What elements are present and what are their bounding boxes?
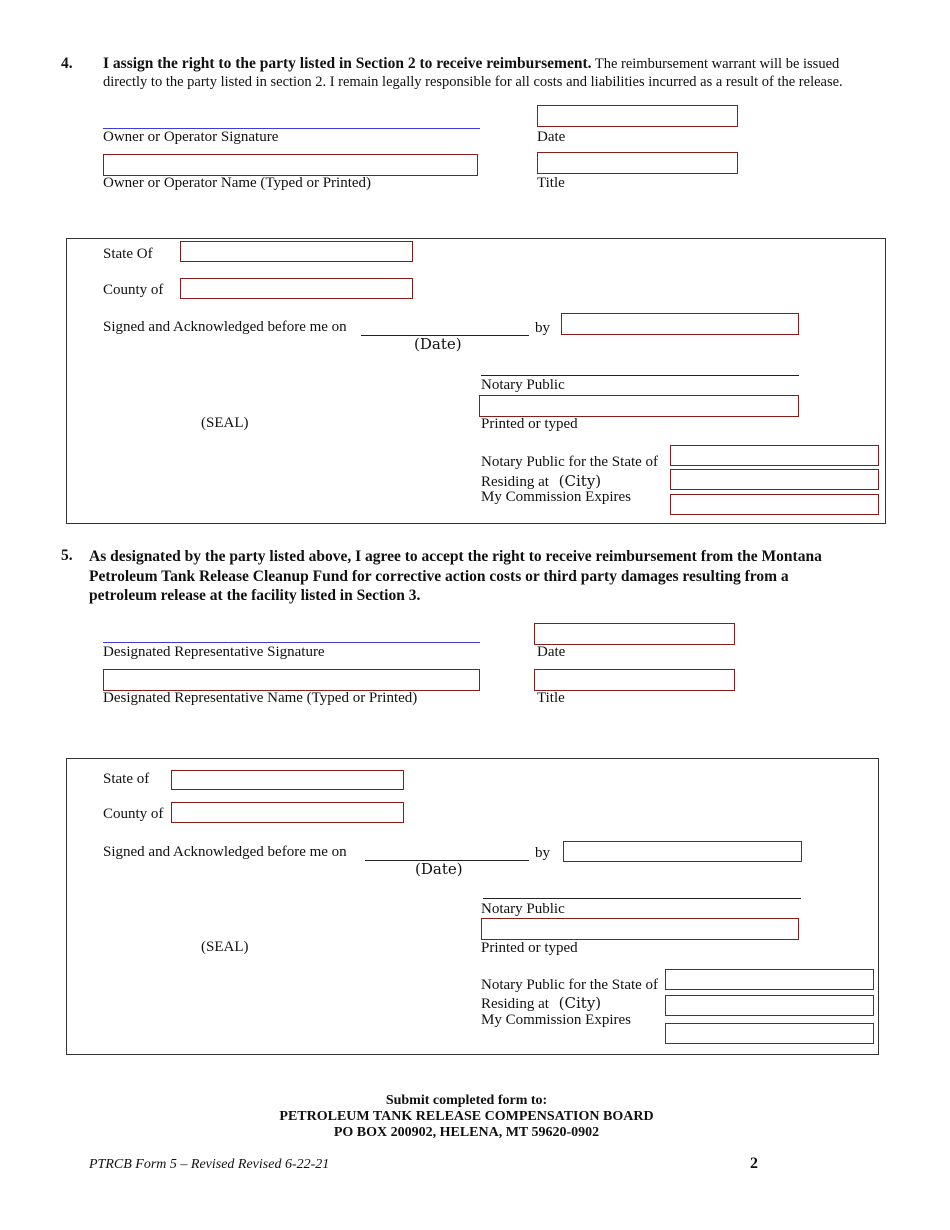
- notary2-state-of-field[interactable]: [665, 969, 874, 990]
- footer-board-name: PETROLEUM TANK RELEASE COMPENSATION BOARD: [279, 1109, 654, 1124]
- page-number: 2: [750, 1155, 758, 1172]
- notary2-residing-label: Residing at: [481, 996, 549, 1012]
- rep-signature-line[interactable]: [103, 642, 480, 643]
- notary1-by-label: by: [535, 320, 550, 336]
- rep-date-field[interactable]: [534, 623, 735, 645]
- owner-title-field[interactable]: [537, 152, 738, 174]
- notary1-printed-field[interactable]: [479, 395, 799, 417]
- rep-date-label: Date: [537, 644, 566, 660]
- footer-address-block: [0, 1093, 933, 1141]
- notary1-county-field[interactable]: [180, 278, 413, 299]
- owner-name-label: Owner or Operator Name (Typed or Printed): [103, 175, 372, 191]
- notary2-by-field[interactable]: [563, 841, 802, 862]
- rep-name-field[interactable]: [103, 669, 480, 691]
- notary1-by-field[interactable]: [561, 313, 799, 335]
- notary2-city-field[interactable]: [665, 995, 874, 1016]
- notary2-signature-line[interactable]: [483, 898, 801, 899]
- section-5-paragraph: As designated by the party listed above, I agree to accept the right to receive reimbursement from the Montana Petroleum Tank Release Cleanup Fund for corrective action costs or third party damages resulting from a petroleum release at the facility listed in Section 3.: [89, 548, 822, 604]
- footer-address: PO BOX 200902, HELENA, MT 59620-0902: [333, 1125, 600, 1140]
- notary1-residing-label: Residing at: [481, 474, 549, 490]
- owner-signature-label: Owner or Operator Signature: [103, 129, 279, 145]
- notary1-state-of-label: Notary Public for the State of: [481, 454, 659, 470]
- owner-name-field[interactable]: [103, 154, 478, 176]
- notary2-expires-field[interactable]: [665, 1023, 874, 1044]
- notary1-notary-label: Notary Public: [481, 377, 565, 393]
- notary1-county-label: County of: [103, 282, 164, 298]
- notary1-signed-label: Signed and Acknowledged before me on: [103, 319, 347, 335]
- notary2-date-hint: (Date): [415, 860, 463, 878]
- rep-title-label: Title: [537, 690, 565, 706]
- rep-title-field[interactable]: [534, 669, 735, 691]
- notary1-state-of-field[interactable]: [670, 445, 879, 466]
- notary2-printed-label: Printed or typed: [481, 940, 578, 956]
- notary1-state-field[interactable]: [180, 241, 413, 262]
- notary2-state-field[interactable]: [171, 770, 404, 790]
- owner-date-label: Date: [537, 129, 566, 145]
- rep-name-label: Designated Representative Name (Typed or Printed): [103, 690, 418, 706]
- owner-title-label: Title: [537, 175, 565, 191]
- notary1-expires-field[interactable]: [670, 494, 879, 515]
- notary1-state-label: State Of: [103, 246, 153, 262]
- section-4-number: 4.: [61, 55, 73, 72]
- notary2-expires-label: My Commission Expires: [481, 1012, 632, 1028]
- notary1-city-field[interactable]: [670, 469, 879, 490]
- notary2-printed-field[interactable]: [481, 918, 799, 940]
- owner-date-field[interactable]: [537, 105, 738, 127]
- footer-form-id: PTRCB Form 5 – Revised Revised 6-22-21: [89, 1157, 330, 1172]
- section-4-text: The reimbursement warrant will be issued directly to the party listed in section 2. I remain legally responsible for all costs and liabilities incurred as a result of the release.: [103, 56, 843, 90]
- notary2-state-of-label: Notary Public for the State of: [481, 977, 659, 993]
- notary2-by-label: by: [535, 845, 550, 861]
- section-4-paragraph: [103, 55, 878, 91]
- notary2-seal: (SEAL): [201, 939, 249, 955]
- footer-submit: Submit completed form to:: [385, 1093, 548, 1108]
- notary2-signed-label: Signed and Acknowledged before me on: [103, 844, 347, 860]
- notary1-expires-label: My Commission Expires: [481, 489, 632, 505]
- notary1-signature-line[interactable]: [481, 375, 799, 376]
- section-4-heading: I assign the right to the party listed in Section 2 to receive reimbursement.: [103, 55, 592, 72]
- section-5-number: 5.: [61, 547, 73, 564]
- notary1-date-hint: (Date): [414, 335, 462, 353]
- notary2-residing-row: [481, 994, 601, 1013]
- notary2-county-field[interactable]: [171, 802, 404, 823]
- rep-signature-label: Designated Representative Signature: [103, 644, 325, 660]
- notary2-notary-label: Notary Public: [481, 901, 565, 917]
- notary1-printed-label: Printed or typed: [481, 416, 578, 432]
- notary2-city-hint: (City): [558, 994, 602, 1012]
- notary1-city-hint: (City): [558, 472, 602, 490]
- notary2-county-label: County of: [103, 806, 164, 822]
- notary2-state-label: State of: [103, 771, 150, 787]
- notary1-seal: (SEAL): [201, 415, 249, 431]
